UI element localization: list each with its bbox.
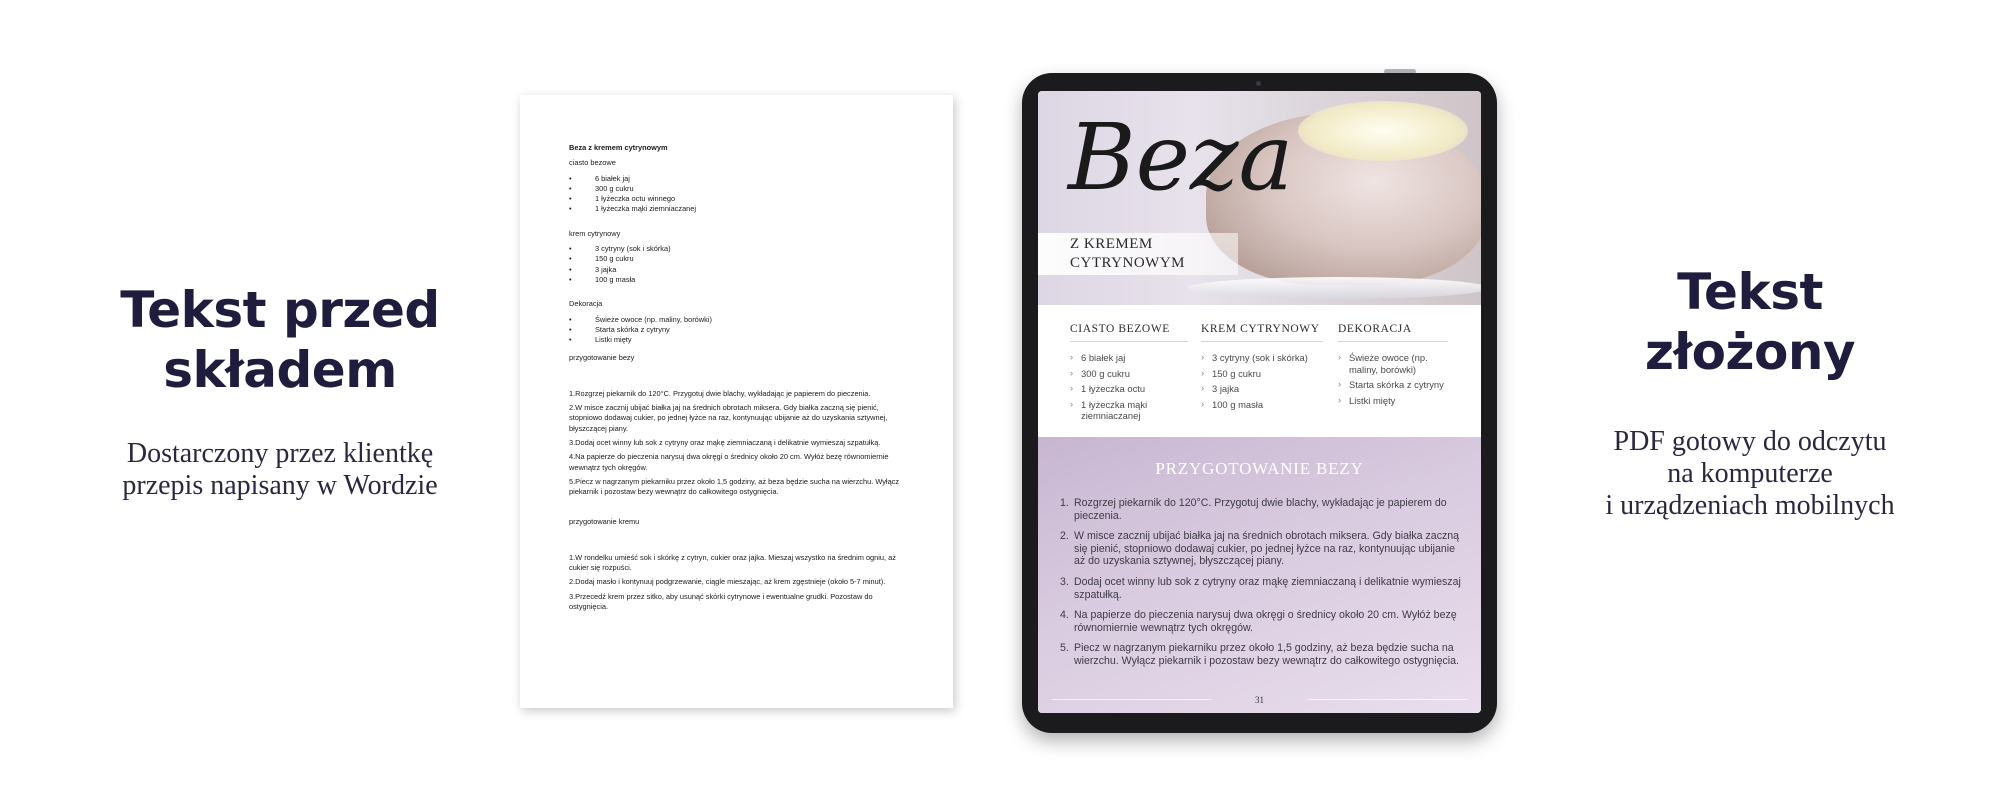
column-heading: KREM CYTRYNOWY	[1201, 323, 1323, 342]
right-heading-line2: złożony	[1644, 323, 1856, 381]
list-item: • 150 g cukru	[569, 254, 909, 264]
doc-paragraph: 2.Dodaj masło i kontynuuj podgrzewanie, ciągle mieszając, aż krem zgęstnieje (około 5-7 minut).	[569, 577, 886, 587]
list-item: • Świeże owoce (np. maliny, borówki)	[569, 315, 909, 325]
ingredient-list	[1338, 352, 1448, 406]
list-item: • 100 g masła	[569, 275, 909, 285]
preparation-section	[1038, 437, 1481, 713]
left-desc-line2: przepis napisany w Wordzie	[122, 470, 438, 501]
step-number: 2.	[1060, 530, 1069, 543]
tablet-screen	[1038, 91, 1481, 713]
list-item	[1060, 530, 1464, 568]
recipe-subtitle	[1070, 235, 1185, 273]
subtitle-line1: Z KREMEM	[1070, 236, 1153, 252]
word-document-page	[520, 95, 953, 708]
list-item: › 300 g cukru	[1070, 368, 1188, 380]
left-heading-line2: składem	[163, 341, 397, 399]
ingredient-column	[1070, 323, 1188, 426]
list-item	[1060, 609, 1464, 634]
left-description	[80, 438, 480, 502]
list-item: • 3 cytryny (sok i skórka)	[569, 244, 909, 254]
step-text: Na papierze do pieczenia narysuj dwa okręgi o średnicy około 20 cm. Wyłóż bezę równomiernie wewnątrz tych okręgów.	[1074, 609, 1457, 634]
list-item: • 3 jajka	[569, 265, 909, 275]
doc-section-krem: krem cytrynowy	[569, 228, 621, 238]
doc-list-dekoracja	[569, 315, 909, 346]
right-heading-line1: Tekst	[1677, 263, 1823, 321]
right-caption	[1560, 262, 1940, 522]
step-number: 5.	[1060, 642, 1069, 655]
word-document-text	[569, 143, 909, 616]
list-item: › Starta skórka z cytryny	[1338, 379, 1448, 391]
glass-plate-image	[1188, 277, 1481, 299]
list-item: › 3 cytryny (sok i skórka)	[1201, 352, 1323, 364]
list-item: › 100 g masła	[1201, 399, 1323, 411]
recipe-title: Beza	[1068, 104, 1294, 211]
left-caption	[80, 280, 480, 502]
list-item: • Starta skórka z cytryny	[569, 325, 909, 335]
list-item: • 6 białek jaj	[569, 174, 909, 184]
ingredient-list	[1201, 352, 1323, 410]
list-item: › Świeże owoce (np. maliny, borówki)	[1338, 352, 1448, 375]
doc-paragraph: 1.W rondelku umieść sok i skórkę z cytryn, cukier oraz jajka. Mieszaj wszystko na średnim ogniu, aż cukier się rozpuści.	[569, 552, 896, 573]
column-heading: CIASTO BEZOWE	[1070, 323, 1188, 342]
column-heading: DEKORACJA	[1338, 323, 1448, 342]
step-text: Dodaj ocet winny lub sok z cytryny oraz mąkę ziemniaczaną i delikatnie wymieszaj szpatułką.	[1074, 575, 1461, 601]
list-item	[1060, 575, 1464, 601]
doc-paragraph: 5.Piecz w nagrzanym piekarniku przez około 1,5 godziny, aż beza będzie sucha na wierzchu. Wyłącz piekarnik i pozostaw bezy wewnątrz do całkowitego ostygnięcia.	[569, 476, 900, 497]
doc-paragraph: 1.Rozgrzej piekarnik do 120°C. Przygotuj dwie blachy, wykładając je papierem do pieczenia.	[569, 388, 871, 398]
right-desc-line3: i urządzeniach mobilnych	[1605, 490, 1895, 521]
step-number: 3.	[1060, 575, 1069, 588]
list-item: › 1 łyżeczka mąki ziemniaczanej	[1070, 399, 1161, 422]
right-desc-line1: PDF gotowy do odczytu	[1613, 426, 1887, 457]
left-desc-line1: Dostarczony przez klientkę	[126, 438, 434, 469]
cream-topping-image	[1298, 101, 1468, 161]
list-item: • 1 łyżeczka octu winnego	[569, 194, 909, 204]
doc-list-ciasto	[569, 174, 909, 215]
ingredients-section	[1038, 305, 1481, 437]
list-item: › 150 g cukru	[1201, 368, 1323, 380]
doc-title: Beza z kremem cytrynowym	[569, 143, 668, 152]
hero-photo	[1038, 91, 1481, 305]
tablet-device	[1022, 73, 1497, 733]
right-heading	[1560, 262, 1940, 382]
ingredient-list	[1070, 352, 1188, 422]
page-number: 31	[1255, 695, 1264, 705]
step-text: Piecz w nagrzanym piekarniku przez około 1,5 godziny, aż beza będzie sucha na wierzchu. Wyłącz piekarnik i pozostaw bezy wewnątrz do całkowitego ostygnięcia.	[1074, 642, 1459, 667]
list-item: › 1 łyżeczka octu	[1070, 383, 1188, 395]
step-number: 1.	[1060, 497, 1069, 509]
right-description	[1560, 426, 1940, 522]
ingredient-column	[1338, 323, 1448, 410]
doc-paragraph: 4.Na papierze do pieczenia narysuj dwa okręgi o średnicy około 20 cm. Wyłóż bezę równomiernie wewnątrz tych okręgów.	[569, 452, 889, 472]
doc-paragraph: 3.Dodaj ocet winny lub sok z cytryny oraz mąkę ziemniaczaną i delikatnie wymieszaj szpatułką.	[569, 437, 881, 447]
list-item: › 6 białek jaj	[1070, 352, 1188, 364]
doc-section-prep-kremu: przygotowanie kremu	[569, 517, 640, 527]
doc-paragraph: 2.W misce zacznij ubijać białka jaj na średnich obrotach miksera. Gdy białka zaczną się pienić, stopniowo dodawaj cukier, po jednej łyżce na raz, kontynuując ubijanie aż do uzyskania sztywnej, błyszczącej piany.	[569, 403, 888, 433]
list-item: › 3 jajka	[1201, 383, 1323, 395]
preparation-steps	[1060, 497, 1464, 676]
list-item: • 300 g cukru	[569, 184, 909, 194]
list-item: › Listki mięty	[1338, 395, 1448, 407]
doc-section-ciasto: ciasto bezowe	[569, 158, 616, 168]
step-text: Rozgrzej piekarnik do 120°C. Przygotuj dwie blachy, wykładając je papierem do pieczenia.	[1074, 497, 1447, 522]
list-item	[1060, 642, 1464, 667]
doc-section-dekoracja: Dekoracja	[569, 299, 603, 309]
left-heading-line1: Tekst przed	[120, 281, 440, 339]
preparation-heading: PRZYGOTOWANIE BEZY	[1155, 459, 1364, 478]
list-item: • 1 łyżeczka mąki ziemniaczanej	[569, 204, 909, 214]
ingredient-column	[1201, 323, 1323, 414]
doc-paragraph: 3.Przecedź krem przez sitko, aby usunąć skórki cytrynowe i ewentualne grudki. Pozostaw do ostygnięcia.	[569, 591, 873, 611]
tablet-camera	[1256, 81, 1261, 86]
list-item: • Listki mięty	[569, 335, 909, 345]
left-heading	[80, 280, 480, 400]
step-number: 4.	[1060, 609, 1069, 622]
step-text: W misce zacznij ubijać białka jaj na średnich obrotach miksera. Gdy białka zaczną się pienić, stopniowo dodawaj cukier, po jednej łyżce na raz, kontynuując ubijanie aż do uzyskania sztywnej, błyszczącej piany.	[1074, 530, 1460, 568]
doc-section-prep-bezy: przygotowanie bezy	[569, 353, 635, 363]
doc-list-krem	[569, 244, 909, 285]
list-item	[1060, 497, 1464, 522]
right-desc-line2: na komputerze	[1667, 458, 1833, 489]
subtitle-line2: CYTRYNOWYM	[1070, 255, 1186, 271]
